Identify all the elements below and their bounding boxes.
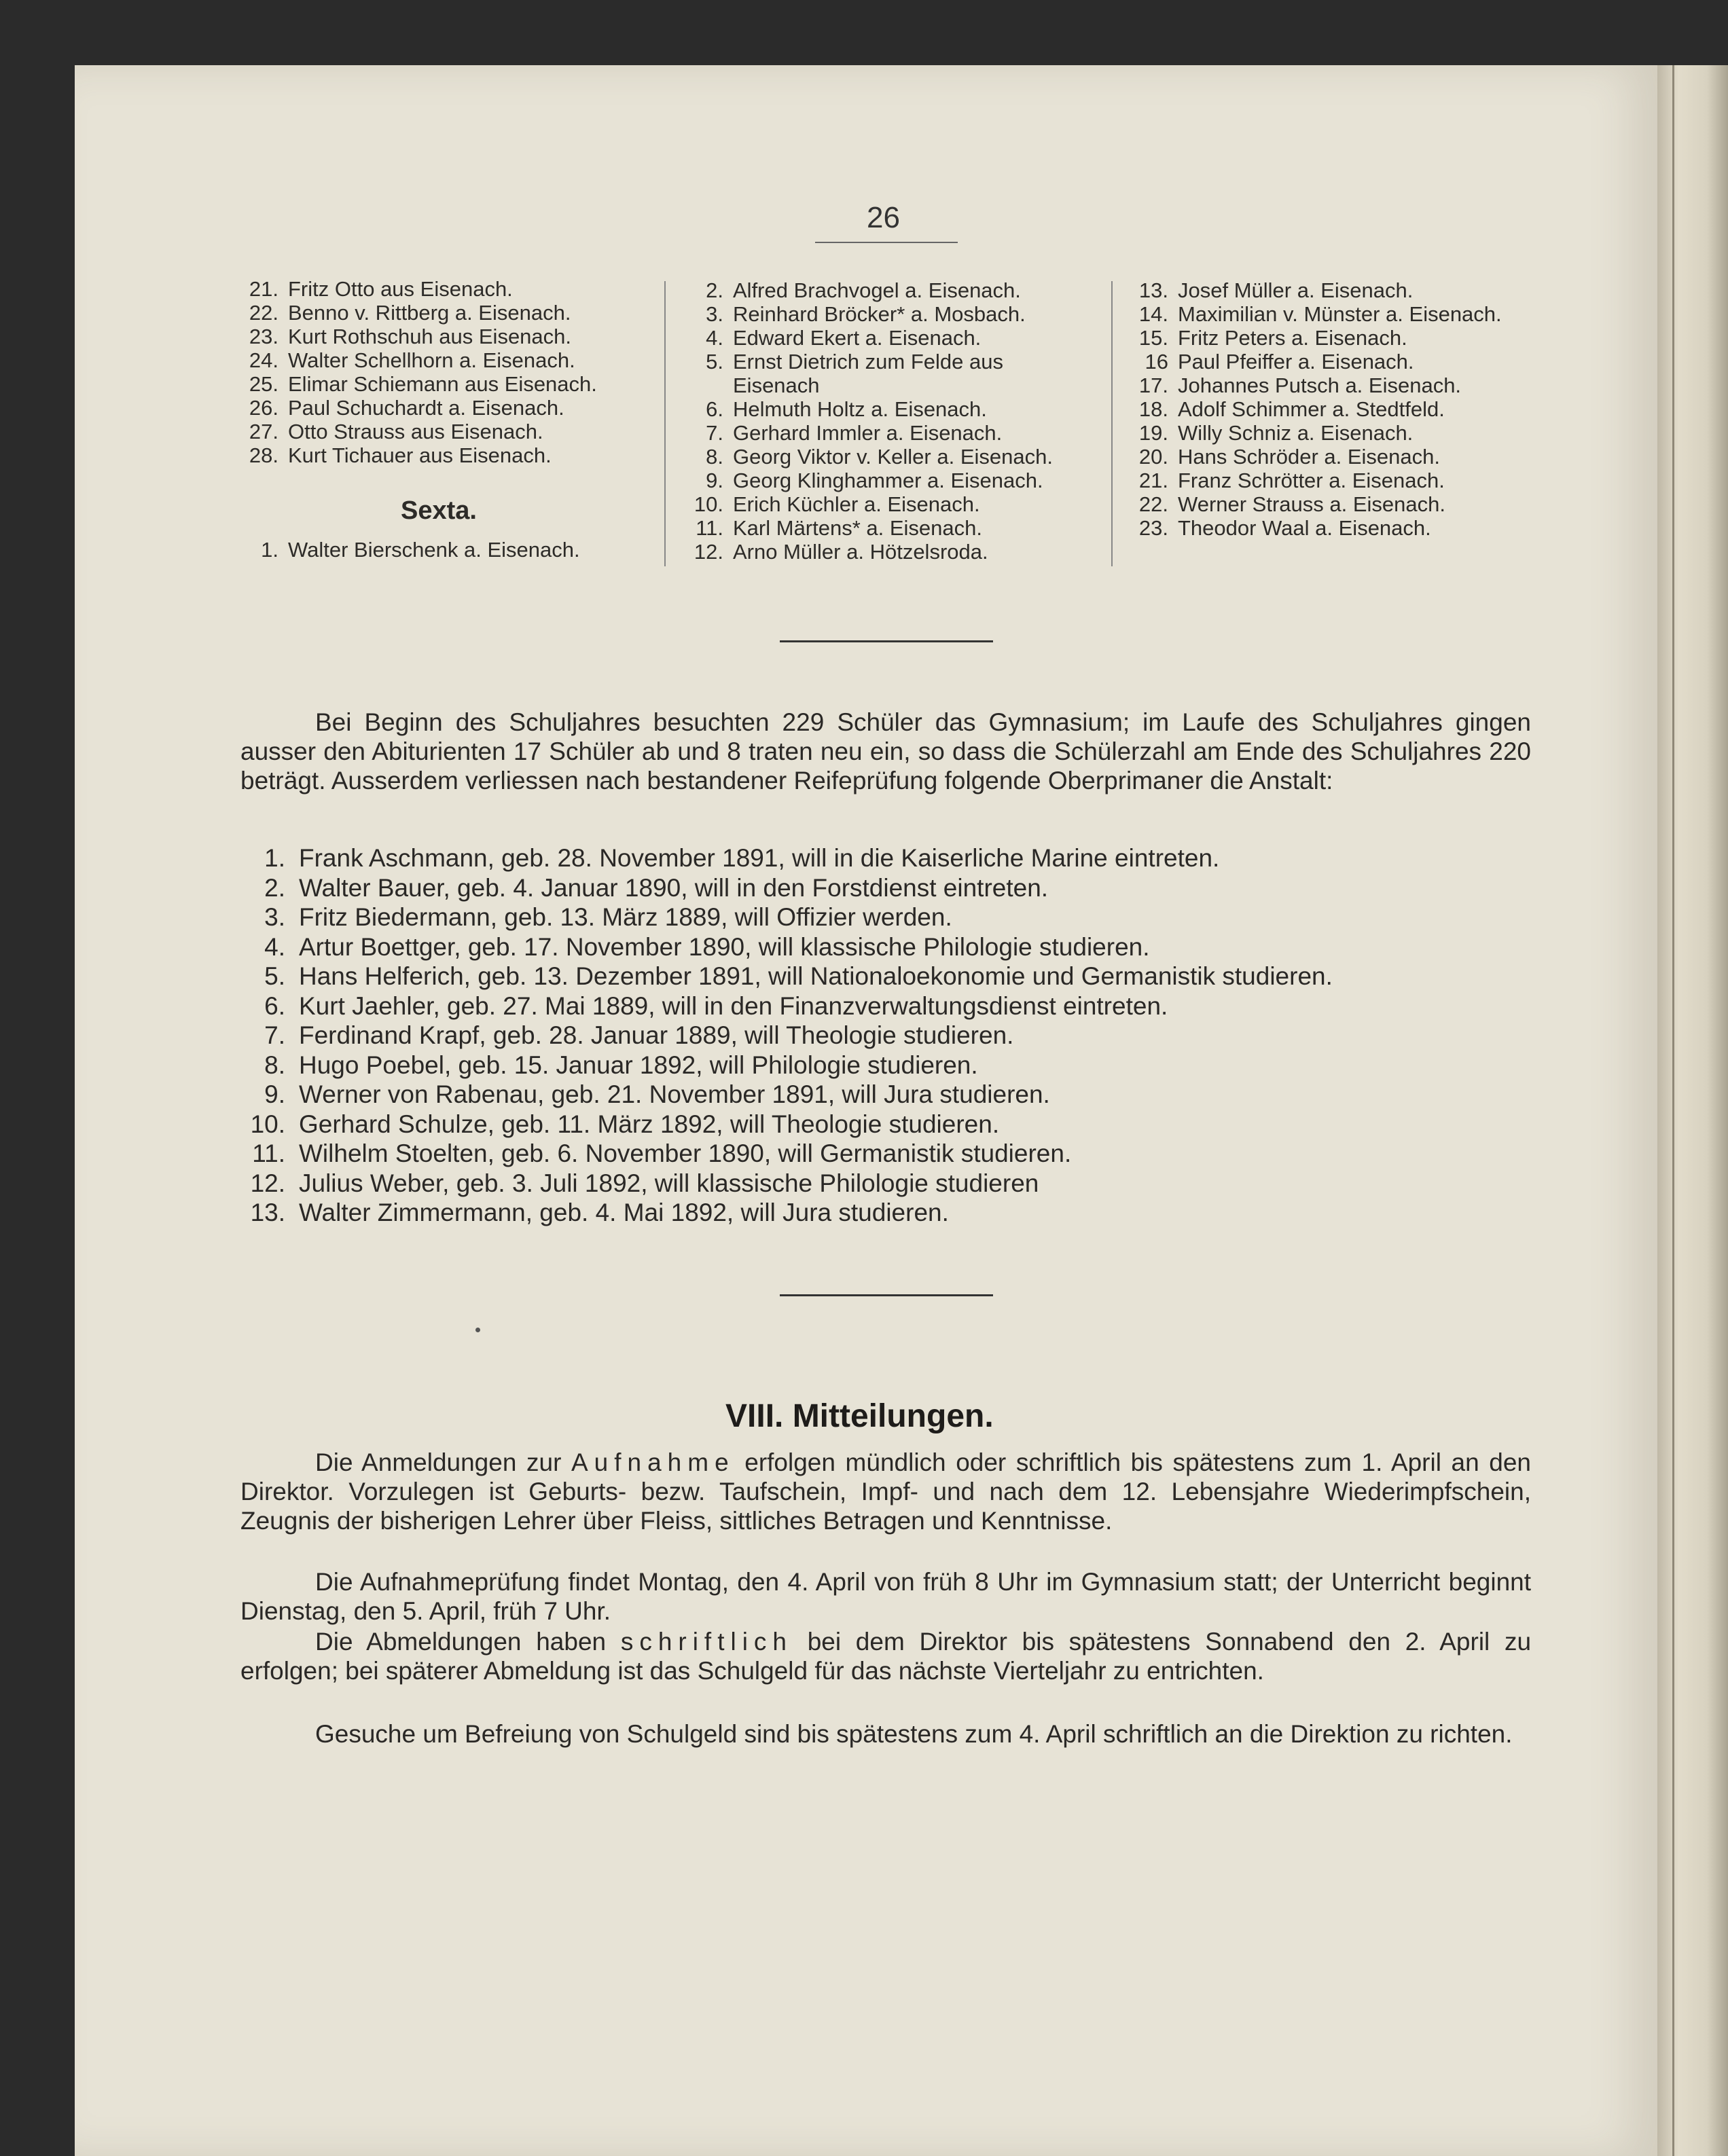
list-item-text: Frank Aschmann, geb. 28. November 1891, will in die Kaiserliche Marine eintreten. [299,844,1220,872]
list-item-number: 21. [249,277,278,301]
list-item-number: 6. [706,397,723,421]
list-item [683,469,1053,492]
list-item [245,1110,1333,1139]
list-item [1128,350,1502,373]
list-item [1128,445,1502,469]
student-column-3 [1128,278,1502,540]
list-item [231,420,597,443]
list-item [245,843,1333,873]
list-item-number: 6. [264,991,285,1020]
column-divider-2 [1111,281,1113,566]
para3-rest: bei dem Direktor bis spätestens Sonnabend den 2. April zu erfolgen; bei späterer Abmeldung ist das Schulgeld für das nächste Vierteljahr zu entrichten. [240,1628,1532,1685]
list-item-text: Fritz Peters a. Eisenach. [1178,326,1407,350]
list-item-number: 8. [706,445,723,469]
list-item-text: Benno v. Rittberg a. Eisenach. [288,301,571,325]
list-item [245,991,1333,1021]
list-item [683,326,1053,350]
list-item [245,873,1333,903]
list-item [245,1198,1333,1228]
list-item-number: 1. [264,844,285,872]
list-item-text: Julius Weber, geb. 3. Juli 1892, will klassische Philologie studieren [299,1169,1039,1197]
list-item [231,443,597,467]
list-item [245,1139,1333,1169]
list-item [245,902,1333,932]
list-item [683,373,1053,397]
list-item-text: Georg Klinghammer a. Eisenach. [733,469,1043,492]
page-number-rule [815,242,958,243]
list-item-number: 5. [706,350,723,373]
list-item-number: 7. [706,421,723,445]
list-item-text: Kurt Rothschuh aus Eisenach. [288,325,572,348]
speck [475,1328,480,1332]
list-item-number: 15. [1138,326,1168,350]
list-item-text: Otto Strauss aus Eisenach. [288,420,543,443]
list-item [1128,492,1502,516]
list-item-number: 7. [264,1021,285,1049]
list-item-text: Artur Boettger, geb. 17. November 1890, will klassische Philologie studieren. [299,932,1150,961]
list-item-number: 2. [706,278,723,302]
para1-emphasis: Aufnahme [571,1448,735,1476]
list-item-number: 14. [1138,302,1168,326]
list-item-text: Walter Zimmermann, geb. 4. Mai 1892, will Jura studieren. [299,1199,949,1226]
list-item-text: Willy Schniz a. Eisenach. [1178,421,1414,445]
list-item [231,372,597,396]
list-item-text: Josef Müller a. Eisenach. [1178,278,1414,302]
list-item-text: Hugo Poebel, geb. 15. Januar 1892, will Philologie studieren. [299,1050,978,1079]
spine-edge [1672,65,1674,2156]
list-item-number: 4. [264,932,285,961]
list-item-text: Paul Pfeiffer a. Eisenach. [1178,350,1414,373]
list-item-number [683,373,723,397]
list-item-number: 28. [249,443,278,467]
graduates-list [245,843,1333,1228]
list-item-number: 18. [1138,397,1168,421]
list-item-number: 9. [706,469,723,492]
list-item-number: 26. [249,396,278,420]
list-item-number: 19. [1138,421,1168,445]
list-item [231,277,597,301]
list-item-number: 17. [1138,373,1168,397]
list-item-number: 24. [249,348,278,372]
list-item [245,962,1333,991]
student-column-1 [231,277,597,467]
list-item-text: Georg Viktor v. Keller a. Eisenach. [733,445,1053,469]
list-item-text: Fritz Biedermann, geb. 13. März 1889, will Offizier werden. [299,903,952,931]
section-divider-1 [780,640,993,642]
list-item [683,421,1053,445]
list-item-text: Kurt Jaehler, geb. 27. Mai 1889, will in den Finanzverwaltungsdienst eintreten. [299,991,1168,1020]
list-item-text: Walter Bauer, geb. 4. Januar 1890, will in den Forstdienst eintreten. [299,873,1049,902]
list-item [1128,326,1502,350]
list-item-number: 20. [1138,445,1168,469]
sexta-heading: Sexta. [401,496,477,525]
list-item-text: Hans Schröder a. Eisenach. [1178,445,1440,469]
list-item-number: 27. [249,420,278,443]
list-item-number: 12. [694,540,723,564]
list-item [683,540,1053,564]
list-item-number: 23. [249,325,278,348]
paragraph-abmeldung [240,1627,1531,1685]
list-item [1128,373,1502,397]
list-item-text: Wilhelm Stoelten, geb. 6. November 1890, will Germanistik studieren. [299,1139,1072,1167]
list-item [245,1080,1333,1110]
list-item-text: Adolf Schimmer a. Stedtfeld. [1178,397,1445,421]
list-item-number: 10. [250,1110,285,1138]
list-item [1128,421,1502,445]
list-item [683,492,1053,516]
list-item-text: Franz Schrötter a. Eisenach. [1178,469,1445,492]
column-divider-1 [664,281,666,566]
list-item [683,278,1053,302]
list-item-number: 1. [261,538,278,562]
student-column-2 [683,278,1053,564]
page-number: 26 [867,201,900,234]
list-item [231,301,597,325]
list-item [683,302,1053,326]
list-item-number: 8. [264,1050,285,1079]
list-item-number: 21. [1138,469,1168,492]
paragraph-schulgeld: Gesuche um Befreiung von Schulgeld sind bis spätestens zum 4. April schriftlich an die Direktion zu richten. [315,1720,1513,1748]
para1-start: Die Anmeldungen zur [315,1448,562,1476]
paragraph-aufnahme [240,1448,1531,1535]
list-item [1128,397,1502,421]
section-heading: VIII. Mitteilungen. [725,1398,994,1434]
list-item-text: Ferdinand Krapf, geb. 28. Januar 1889, will Theologie studieren. [299,1021,1014,1049]
list-item-number: 3. [264,903,285,931]
list-item-number: 22. [1138,492,1168,516]
section-divider-2 [780,1294,993,1296]
list-item-number: 5. [264,962,285,990]
list-item [231,538,580,562]
list-item-text: Johannes Putsch a. Eisenach. [1178,373,1462,397]
list-item-number: 23. [1138,516,1168,540]
list-item-text: Eisenach [733,373,820,397]
list-item [245,1021,1333,1050]
list-item-number: 12. [250,1169,285,1197]
list-item-text: Werner Strauss a. Eisenach. [1178,492,1445,516]
book-spine [1657,65,1728,2156]
list-item-text: Fritz Otto aus Eisenach. [288,277,513,301]
list-item [245,1050,1333,1080]
list-item-text: Hans Helferich, geb. 13. Dezember 1891, will Nationaloekonomie und Germanistik studieren. [299,962,1333,990]
list-item-number: 13. [250,1199,285,1226]
paragraph-pruefung: Die Aufnahmeprüfung findet Montag, den 4. April von früh 8 Uhr im Gymnasium statt; der Unterricht beginnt Dienstag, den 5. April, früh 7 Uhr. [240,1568,1531,1625]
list-item-text: Werner von Rabenau, geb. 21. November 1891, will Jura studieren. [299,1080,1050,1108]
list-item-number: 9. [264,1080,285,1108]
list-item-text: Walter Schellhorn a. Eisenach. [288,348,575,372]
sexta-first-entry [231,538,580,562]
list-item-text: Alfred Brachvogel a. Eisenach. [733,278,1021,302]
para3-start: Die Abmeldungen haben [315,1628,607,1656]
para3-emphasis: schriftlich [620,1628,793,1656]
list-item [683,350,1053,373]
list-item-text: Gerhard Schulze, geb. 11. März 1892, will Theologie studieren. [299,1110,1000,1138]
list-item-text: Paul Schuchardt a. Eisenach. [288,396,564,420]
list-item-text: Ernst Dietrich zum Felde aus [733,350,1003,373]
list-item [245,1169,1333,1199]
list-item-text: Edward Ekert a. Eisenach. [733,326,982,350]
list-item-text: Arno Müller a. Hötzelsroda. [733,540,988,564]
list-item [683,516,1053,540]
list-item [231,396,597,420]
list-item-text: Karl Märtens* a. Eisenach. [733,516,983,540]
list-item [683,397,1053,421]
list-item [683,445,1053,469]
list-item-text: Theodor Waal a. Eisenach. [1178,516,1431,540]
list-item-number: 11. [252,1139,285,1167]
list-item-number: 3. [706,302,723,326]
list-item-text: Elimar Schiemann aus Eisenach. [288,372,597,396]
list-item [231,348,597,372]
list-item-text: Gerhard Immler a. Eisenach. [733,421,1003,445]
list-item-number: 2. [264,873,285,902]
list-item-number: 10. [694,492,723,516]
list-item-number: 25. [249,372,278,396]
list-item-text: Erich Küchler a. Eisenach. [733,492,980,516]
list-item [231,325,597,348]
intro-paragraph: Bei Beginn des Schuljahres besuchten 229 Schüler das Gymnasium; im Laufe des Schuljahres gingen ausser den Abiturienten 17 Schüler ab und 8 traten neu ein, so dass die Schülerzahl am Ende des Schuljahres 220 beträgt. Ausserdem verliessen nach bestandener Reifeprüfung folgende Oberprimaner die Anstalt: [240,708,1531,794]
list-item-text: Helmuth Holtz a. Eisenach. [733,397,987,421]
list-item [1128,302,1502,326]
list-item [245,932,1333,962]
list-item-number: 22. [249,301,278,325]
para1-rest: erfolgen mündlich oder schriftlich bis spätestens zum 1. April an den Direktor. Vorzulegen ist Geburts- bezw. Taufschein, Impf- und nach dem 12. Lebensjahre Wiederimpfschein, Zeugnis der bisherigen Lehrer über Fleiss, sittliches Betragen und Kenntnisse. [240,1448,1532,1535]
list-item [1128,278,1502,302]
list-item-text: Reinhard Bröcker* a. Mosbach. [733,302,1026,326]
list-item-number: 11. [696,516,723,540]
list-item-number: 13. [1138,278,1168,302]
list-item [1128,516,1502,540]
list-item-text: Kurt Tichauer aus Eisenach. [288,443,552,467]
list-item [1128,469,1502,492]
list-item-number: 16 [1145,350,1168,373]
list-item-text: Maximilian v. Münster a. Eisenach. [1178,302,1502,326]
list-item-number: 4. [706,326,723,350]
list-item-text: Walter Bierschenk a. Eisenach. [288,538,580,562]
